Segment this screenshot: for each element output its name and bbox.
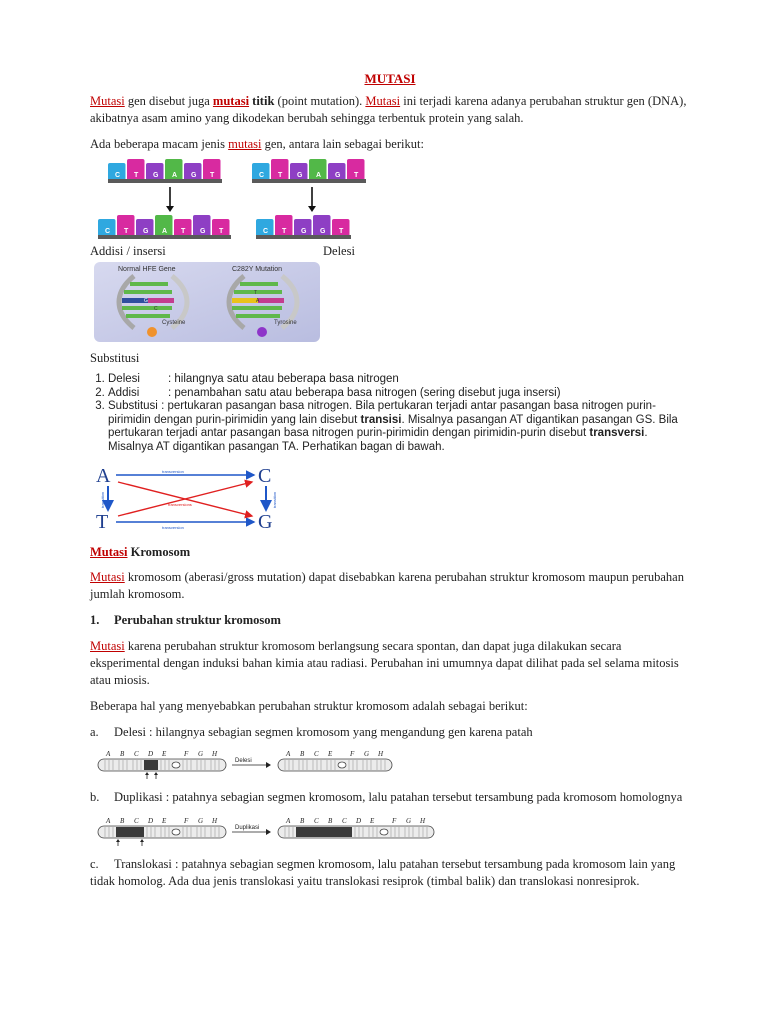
keyword-link[interactable]: mutasi bbox=[228, 137, 262, 151]
gene-label: D bbox=[356, 817, 362, 825]
gene-label: F bbox=[392, 817, 397, 825]
causes-intro: Beberapa hal yang menyebabkan perubahan struktur kromosom adalah sebagai berikut: bbox=[90, 699, 528, 713]
down-arrow-head bbox=[308, 206, 316, 212]
gene-label: H bbox=[212, 817, 218, 825]
item-delesi: a. Delesi : hilangnya sebagian segmen kromosom yang mengandung gen karena patah bbox=[90, 725, 533, 739]
keyword-link[interactable]: Mutasi bbox=[90, 545, 128, 559]
break-point-arrow-head bbox=[116, 839, 120, 842]
base-letter: G bbox=[335, 172, 341, 179]
centromere bbox=[338, 762, 346, 768]
base-letter: T bbox=[181, 228, 186, 235]
svg-text:transversion: transversion bbox=[162, 525, 184, 530]
base-letter: G bbox=[320, 228, 326, 235]
chromosome-band bbox=[116, 827, 130, 837]
base-letter: G bbox=[143, 228, 149, 235]
base-letter: T bbox=[210, 172, 215, 179]
kromosom-intro-paragraph: Mutasi kromosom (aberasi/gross mutation) dapat disebabkan karena perubahan struktur kromosom maupun perubahan jumlah kromosom. bbox=[90, 570, 684, 601]
centromere bbox=[380, 829, 388, 835]
base-letter: A bbox=[316, 172, 322, 179]
gene-label: A bbox=[106, 750, 111, 758]
list-item: 2. Addisi : penambahan satu atau beberapa basa nitrogen (sering disebut juga insersi) bbox=[108, 387, 690, 401]
base-letter: T bbox=[282, 228, 287, 235]
figure-substitution bbox=[94, 262, 320, 342]
gene-label: D bbox=[148, 817, 154, 825]
caption-substitusi: Substitusi bbox=[90, 351, 140, 365]
base-letter: C bbox=[115, 172, 121, 179]
base-sequence-diagram bbox=[94, 157, 394, 243]
backbone-bar bbox=[252, 179, 366, 183]
base-letter: T bbox=[339, 228, 344, 235]
keyword-link[interactable]: Mutasi bbox=[365, 94, 401, 108]
base-letter: G bbox=[297, 172, 303, 179]
gene-label: H bbox=[378, 750, 384, 758]
gene-label: B bbox=[120, 817, 125, 825]
down-arrow-head bbox=[166, 206, 174, 212]
centromere bbox=[172, 762, 180, 768]
figure-duplikasi-chromosome bbox=[96, 812, 426, 846]
caption-addisi: Addisi / insersi bbox=[90, 244, 166, 258]
chromosome-band bbox=[296, 827, 310, 837]
base-letter: A bbox=[172, 172, 178, 179]
gene-label: C bbox=[342, 817, 347, 825]
label-cysteine: Cysteine bbox=[162, 320, 186, 326]
gene-label: H bbox=[420, 817, 426, 825]
gene-label: A bbox=[286, 817, 291, 825]
base-letter: T bbox=[278, 172, 283, 179]
gene-label: E bbox=[328, 750, 333, 758]
gene-label: C bbox=[314, 817, 319, 825]
label-tyrosine: Tyrosine bbox=[274, 320, 297, 326]
svg-text:transversion: transversion bbox=[162, 469, 184, 474]
base-c: C bbox=[258, 465, 272, 487]
subsection-heading: 1. Perubahan struktur kromosom bbox=[90, 613, 281, 627]
break-point-arrow-head bbox=[140, 839, 144, 842]
break-point-arrow-head bbox=[145, 772, 149, 775]
base-g: G bbox=[258, 511, 273, 533]
svg-text:transition: transition bbox=[272, 491, 277, 508]
backbone-bar bbox=[108, 179, 222, 183]
gene-label: F bbox=[350, 750, 355, 758]
item-duplikasi: b. Duplikasi : patahnya sebagian segmen kromosom, lalu patahan tersebut tersambung pada kromosom homolognya bbox=[90, 790, 683, 804]
label-mutation: C282Y Mutation bbox=[232, 266, 283, 273]
figure-transition-transversion bbox=[94, 466, 280, 532]
backbone-bar bbox=[256, 235, 351, 239]
backbone-bar bbox=[98, 235, 231, 239]
label-normal-gene: Normal HFE Gene bbox=[118, 266, 176, 273]
chromosome-band bbox=[310, 827, 324, 837]
base-a: A bbox=[96, 465, 111, 487]
gene-label: H bbox=[212, 750, 218, 758]
gene-label: E bbox=[162, 750, 167, 758]
gene-label: C bbox=[134, 817, 139, 825]
mutation-types-list bbox=[90, 373, 690, 454]
base-letter: G bbox=[301, 228, 307, 235]
gene-label: B bbox=[328, 817, 333, 825]
list-item: 3. Substitusi : pertukaran pasangan basa nitrogen. Bila pertukaran terjadi antar pasangan basa nitrogen purin-pirimidin dengan purin-pirimidin yang lain disebut transisi. Misalnya pasangan AT digantikan pasangan GS. Bila pertukaran terjadi antar pasangan basa nitrogen purin-pirimidin dengan pirimidin-purin disebut transversi. Misalnya AT digantikan pasangan TA. Perhatikan bagan di bawah. bbox=[108, 400, 690, 454]
base-letter: G bbox=[200, 228, 206, 235]
transform-label: Delesi bbox=[235, 758, 252, 764]
base-letter: C bbox=[105, 228, 111, 235]
transform-arrow-head bbox=[266, 762, 271, 768]
gene-label: B bbox=[300, 817, 305, 825]
figure-delesi-chromosome bbox=[96, 745, 384, 779]
document-page bbox=[90, 68, 690, 899]
gene-label: C bbox=[134, 750, 139, 758]
svg-text:T: T bbox=[254, 290, 258, 296]
gene-label: G bbox=[364, 750, 370, 758]
svg-text:transition: transition bbox=[100, 491, 105, 508]
gene-label: G bbox=[406, 817, 412, 825]
svg-text:transversions: transversions bbox=[168, 502, 192, 507]
svg-text:C: C bbox=[154, 306, 158, 312]
base-letter: G bbox=[191, 172, 197, 179]
base-letter: C bbox=[259, 172, 265, 179]
base-t: T bbox=[96, 511, 109, 533]
transform-label: Duplikasi bbox=[235, 825, 260, 831]
keyword-link[interactable]: Mutasi bbox=[90, 570, 125, 584]
chromosome-body bbox=[98, 759, 226, 771]
svg-text:G: G bbox=[144, 298, 148, 304]
gene-label: A bbox=[286, 750, 291, 758]
list-item: 1. Delesi : hilangnya satu atau beberapa basa nitrogen bbox=[108, 373, 690, 387]
base-letter: C bbox=[263, 228, 269, 235]
gene-label: B bbox=[300, 750, 305, 758]
section-heading-kromosom: Mutasi Kromosom bbox=[90, 545, 191, 559]
base-letter: T bbox=[354, 172, 359, 179]
base-letter: A bbox=[162, 228, 168, 235]
gene-label: D bbox=[148, 750, 154, 758]
keyword-link[interactable]: Mutasi bbox=[90, 94, 125, 108]
svg-text:A: A bbox=[256, 298, 260, 304]
gene-label: E bbox=[370, 817, 375, 825]
figure-gene-mutation bbox=[90, 157, 690, 243]
chromosome-band bbox=[338, 827, 352, 837]
gene-label: G bbox=[198, 817, 204, 825]
base-letter: G bbox=[153, 172, 159, 179]
base-letter: T bbox=[219, 228, 224, 235]
keyword-link[interactable]: mutasi bbox=[212, 94, 250, 108]
types-intro-paragraph: Ada beberapa macam jenis mutasi gen, antara lain sebagai berikut: bbox=[90, 137, 424, 151]
transform-arrow-head bbox=[266, 829, 271, 835]
gene-label: F bbox=[184, 750, 189, 758]
chromosome-band bbox=[130, 827, 144, 837]
item-translokasi: c. Translokasi : patahnya sebagian segmen kromosom, lalu patahan tersebut tersambung pada kromosom lain yang tidak homolog. Ada dua jenis translokasi yaitu translokasi resiprok (timbal balik) dan translokasi nonresiprok. bbox=[90, 857, 676, 888]
gene-label: C bbox=[314, 750, 319, 758]
struktur-paragraph: Mutasi karena perubahan struktur kromosom berlangsung secara spontan, dan dapat juga dilakukan secara eksperimental dengan induksi bahan kimia atau radiasi. Perubahan ini umumnya dapat dilihat pada sel selama mitosis atau miosis. bbox=[90, 639, 679, 687]
gene-label: E bbox=[162, 817, 167, 825]
gene-label: A bbox=[106, 817, 111, 825]
gene-label: B bbox=[120, 750, 125, 758]
keyword-link[interactable]: Mutasi bbox=[90, 639, 125, 653]
centromere bbox=[172, 829, 180, 835]
base-letter: T bbox=[124, 228, 129, 235]
base-letter: T bbox=[134, 172, 139, 179]
chromosome-band bbox=[324, 827, 338, 837]
gene-label: G bbox=[198, 750, 204, 758]
page-title: MUTASI bbox=[364, 71, 416, 86]
break-point-arrow-head bbox=[154, 772, 158, 775]
figure1-captions bbox=[90, 243, 690, 260]
chromosome-band bbox=[144, 760, 158, 770]
intro-paragraph: Mutasi gen disebut juga mutasi titik (point mutation). Mutasi ini terjadi karena adanya perubahan struktur gen (DNA), akibatnya asam amino yang dikodekan berubah sehingga terbentuk protein yang salah. bbox=[90, 94, 687, 125]
gene-label: F bbox=[184, 817, 189, 825]
caption-delesi: Delesi bbox=[323, 244, 355, 258]
